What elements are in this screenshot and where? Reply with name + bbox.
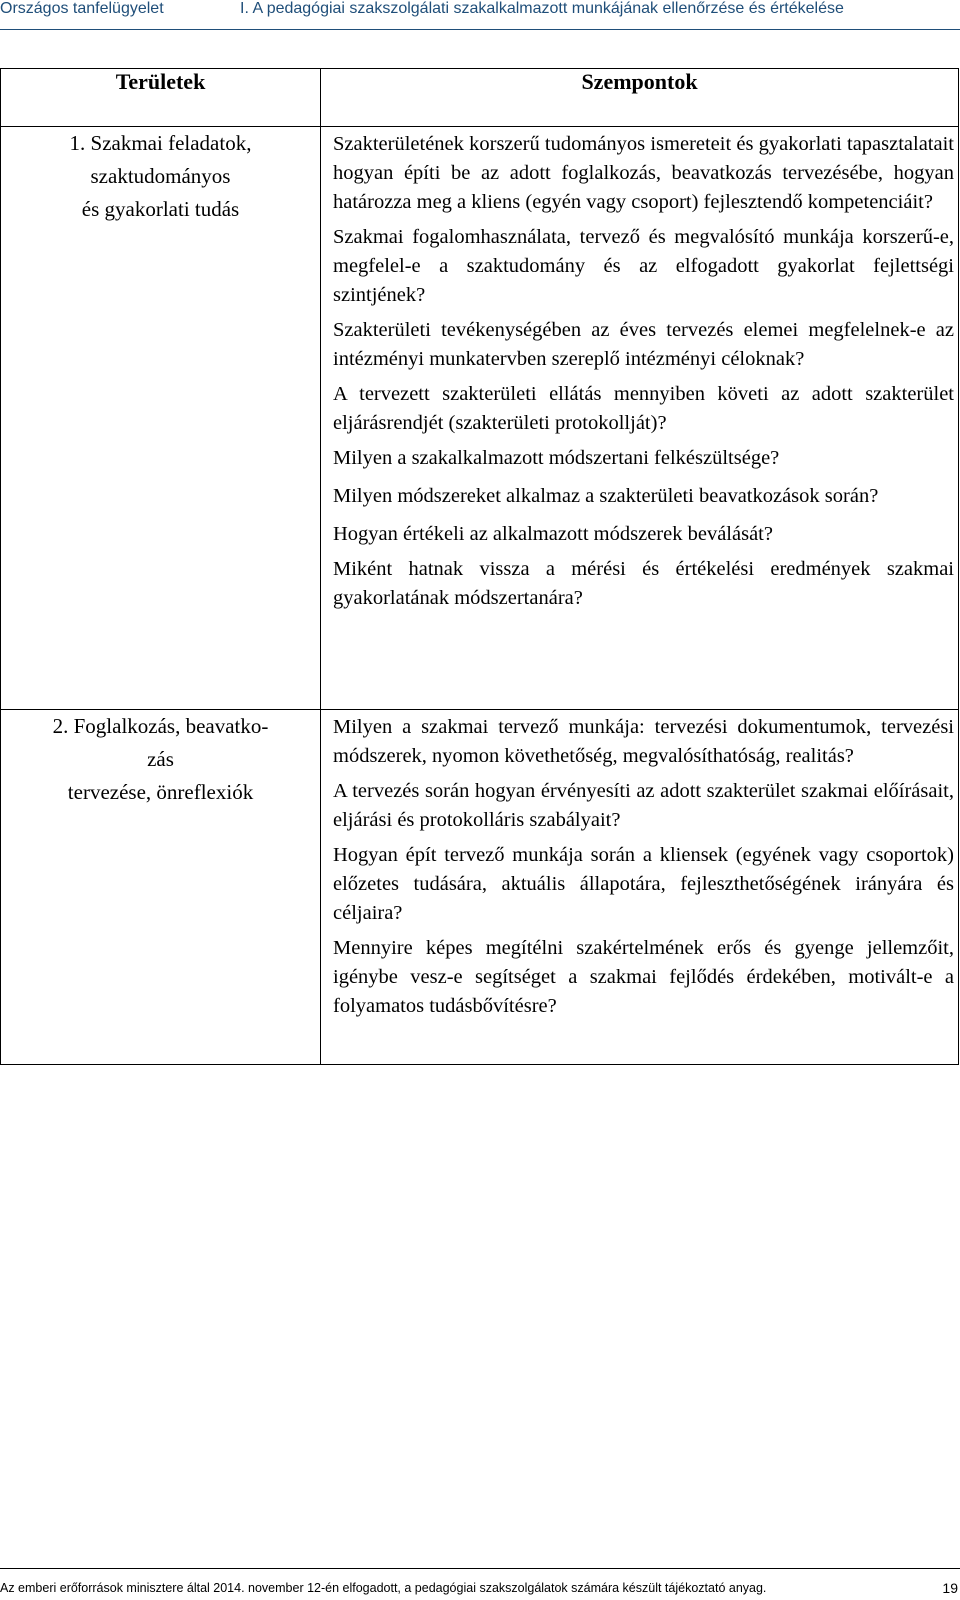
area-line: 1. Szakmai feladatok, — [69, 131, 252, 155]
page-number: 19 — [942, 1580, 958, 1596]
criteria-cell — [321, 710, 959, 1065]
page-header — [0, 0, 960, 30]
table-row — [1, 127, 959, 710]
criterion-item: Szakterületi tevékenységében az éves tervezés elemei megfelelnek-e az intézményi munkatervben szereplő intézményi céloknak? — [333, 319, 954, 370]
criteria-cell — [321, 127, 959, 710]
criterion-item: Szakmai fogalomhasználata, tervező és megvalósító munkája korszerű-e, megfelel-e a szaktudomány és az elfogadott gyakorlat fejlettségi szintjének? — [333, 226, 954, 306]
table-row — [1, 710, 959, 1065]
area-line: szaktudományos — [90, 164, 231, 188]
criterion-item: Hogyan értékeli az alkalmazott módszerek beválását? — [333, 523, 773, 545]
criterion-item: Miként hatnak vissza a mérési és értékelési eredmények szakmai gyakorlatának módszertanára? — [333, 558, 954, 609]
header-publisher: Országos tanfelügyelet — [0, 0, 164, 17]
criterion-item: A tervezés során hogyan érvényesíti az adott szakterület szakmai előírásait, eljárási és protokolláris szabályait? — [333, 780, 954, 831]
page-footer — [0, 1568, 960, 1600]
criterion-item: Szakterületének korszerű tudományos ismereteit és gyakorlati tapasztalatait hogyan építi be az adott foglalkozás, beavatkozás tervezésébe, hogyan határozza meg a kliens (egyén vagy csoport) fejlesztendő kompetenciáit? — [333, 133, 954, 213]
table-header-row — [1, 69, 959, 127]
criterion-item: Mennyire képes megítélni szakértelmének erős és gyenge jellemzőit, igénybe vesz-e segítséget a szakmai fejlődés érdekében, motivált-e a folyamatos tudásbővítésre? — [333, 937, 954, 1017]
area-cell — [1, 127, 321, 710]
column-header-areas: Területek — [1, 69, 321, 127]
criterion-item: Hogyan épít tervező munkája során a kliensek (egyének vagy csoportok) előzetes tudására, aktuális állapotára, fejleszthetőségének irányára és céljaira? — [333, 844, 954, 924]
area-cell — [1, 710, 321, 1065]
area-line: tervezése, önreflexiók — [67, 780, 254, 804]
column-header-criteria: Szempontok — [321, 69, 959, 127]
criterion-item: Milyen a szakmai tervező munkája: tervezési dokumentumok, tervezési módszerek, nyomon követhetőség, megvalósíthatóság, realitás? — [333, 716, 954, 767]
header-chapter-title: I. A pedagógiai szakszolgálati szakalkalmazott munkájának ellenőrzése és értékelése — [240, 0, 844, 17]
criteria-table — [0, 68, 959, 1065]
criterion-item: A tervezett szakterületi ellátás mennyiben követi az adott szakterület eljárásrendjét (szakterületi protokollját)? — [333, 383, 954, 434]
area-line: zás — [147, 747, 174, 771]
area-line: és gyakorlati tudás — [81, 197, 240, 221]
footer-note: Az emberi erőforrások minisztere által 2014. november 12-én elfogadott, a pedagógiai szakszolgálatok számára készült tájékoztató anyag. — [0, 1581, 767, 1595]
area-line: 2. Foglalkozás, beavatko- — [52, 714, 269, 738]
criterion-item: Milyen a szakalkalmazott módszertani felkészültsége? — [333, 447, 780, 469]
criterion-item: Milyen módszereket alkalmaz a szakterületi beavatkozások során? — [333, 485, 879, 507]
